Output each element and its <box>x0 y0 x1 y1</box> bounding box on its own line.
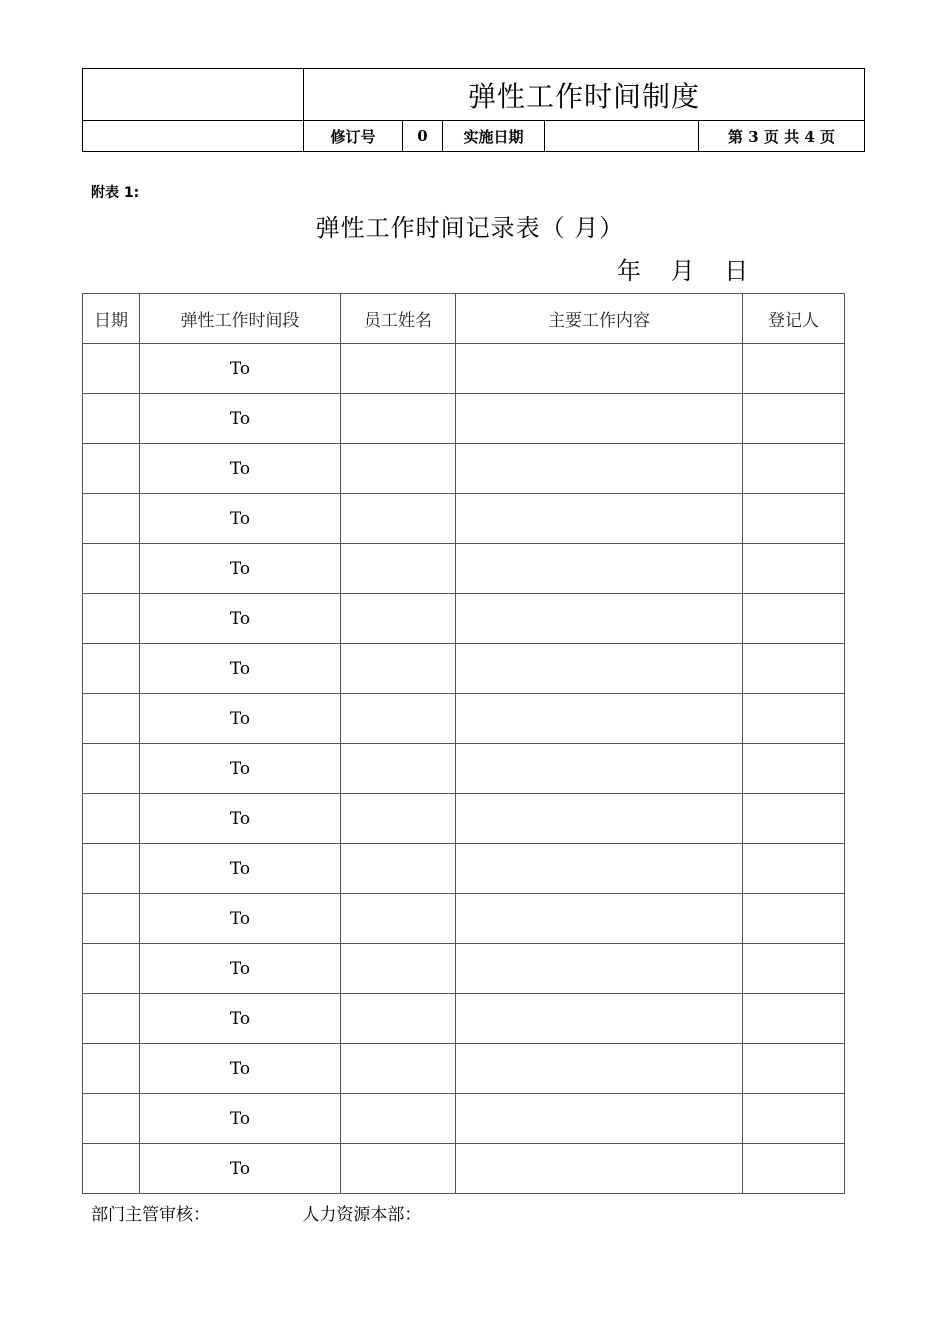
cell-date[interactable] <box>83 694 140 744</box>
table-row <box>83 1144 845 1194</box>
cell-period[interactable]: To <box>140 794 341 844</box>
cell-content[interactable] <box>456 544 743 594</box>
cell-period[interactable]: To <box>140 544 341 594</box>
cell-name[interactable] <box>341 644 456 694</box>
cell-period[interactable]: To <box>140 1044 341 1094</box>
cell-date[interactable] <box>83 744 140 794</box>
cell-content[interactable] <box>456 744 743 794</box>
table-row <box>83 994 845 1044</box>
cell-name[interactable] <box>341 994 456 1044</box>
cell-period[interactable]: To <box>140 694 341 744</box>
col-recorder-header: 登记人 <box>743 294 845 344</box>
table-row <box>83 644 845 694</box>
cell-date[interactable] <box>83 494 140 544</box>
table-row <box>83 544 845 594</box>
cell-content[interactable] <box>456 694 743 744</box>
page-info: 第 3 页 共 4 页 <box>699 121 865 152</box>
cell-content[interactable] <box>456 844 743 894</box>
cell-date[interactable] <box>83 1094 140 1144</box>
cell-period[interactable]: To <box>140 844 341 894</box>
cell-date[interactable] <box>83 544 140 594</box>
appendix-label: 附表 1: <box>91 185 140 201</box>
cell-date[interactable] <box>83 894 140 944</box>
cell-recorder[interactable] <box>743 744 845 794</box>
cell-recorder[interactable] <box>743 1094 845 1144</box>
cell-name[interactable] <box>341 744 456 794</box>
table-row <box>83 1094 845 1144</box>
record-table <box>82 293 845 1194</box>
cell-recorder[interactable] <box>743 494 845 544</box>
table-header-row <box>83 294 845 344</box>
cell-content[interactable] <box>456 644 743 694</box>
cell-recorder[interactable] <box>743 944 845 994</box>
cell-date[interactable] <box>83 594 140 644</box>
cell-content[interactable] <box>456 1044 743 1094</box>
cell-recorder[interactable] <box>743 1044 845 1094</box>
table-row <box>83 1044 845 1094</box>
cell-name[interactable] <box>341 344 456 394</box>
cell-name[interactable] <box>341 544 456 594</box>
cell-recorder[interactable] <box>743 444 845 494</box>
cell-name[interactable] <box>341 1144 456 1194</box>
cell-date[interactable] <box>83 844 140 894</box>
table-row <box>83 344 845 394</box>
cell-content[interactable] <box>456 1094 743 1144</box>
document-title: 弹性工作时间制度 <box>304 69 865 121</box>
table-row <box>83 894 845 944</box>
signature-footer <box>91 1200 421 1225</box>
table-row <box>83 444 845 494</box>
cell-content[interactable] <box>456 594 743 644</box>
cell-period[interactable]: To <box>140 944 341 994</box>
cell-name[interactable] <box>341 1044 456 1094</box>
cell-name[interactable] <box>341 694 456 744</box>
cell-date[interactable] <box>83 1044 140 1094</box>
cell-recorder[interactable] <box>743 344 845 394</box>
cell-date[interactable] <box>83 394 140 444</box>
date-day: 日 <box>724 257 749 285</box>
hr-dept-label: 人力资源本部： <box>302 1205 422 1225</box>
cell-recorder[interactable] <box>743 794 845 844</box>
cell-recorder[interactable] <box>743 894 845 944</box>
cell-name[interactable] <box>341 944 456 994</box>
col-content-header: 主要工作内容 <box>456 294 743 344</box>
cell-date[interactable] <box>83 644 140 694</box>
table-row <box>83 394 845 444</box>
cell-date[interactable] <box>83 794 140 844</box>
cell-recorder[interactable] <box>743 394 845 444</box>
cell-name[interactable] <box>341 594 456 644</box>
table-row <box>83 744 845 794</box>
cell-name[interactable] <box>341 394 456 444</box>
cell-date[interactable] <box>83 444 140 494</box>
effective-date-label: 实施日期 <box>443 121 545 152</box>
dept-review-label: 部门主管审核： <box>91 1205 210 1225</box>
cell-period[interactable]: To <box>140 344 341 394</box>
cell-name[interactable] <box>341 894 456 944</box>
cell-content[interactable] <box>456 344 743 394</box>
logo-cell <box>83 69 304 121</box>
table-row <box>83 494 845 544</box>
cell-recorder[interactable] <box>743 1144 845 1194</box>
cell-period[interactable]: To <box>140 494 341 544</box>
cell-name[interactable] <box>341 494 456 544</box>
cell-period[interactable]: To <box>140 894 341 944</box>
cell-name[interactable] <box>341 844 456 894</box>
revision-label: 修订号 <box>304 121 403 152</box>
cell-date[interactable] <box>83 994 140 1044</box>
cell-recorder[interactable] <box>743 694 845 744</box>
document-header <box>82 68 865 152</box>
table-row <box>83 694 845 744</box>
cell-date[interactable] <box>83 1144 140 1194</box>
cell-name[interactable] <box>341 1094 456 1144</box>
revision-value: 0 <box>403 121 443 152</box>
col-period-header: 弹性工作时间段 <box>140 294 341 344</box>
table-row <box>83 794 845 844</box>
cell-content[interactable] <box>456 394 743 444</box>
cell-period[interactable]: To <box>140 1094 341 1144</box>
table-row <box>83 944 845 994</box>
cell-period[interactable]: To <box>140 994 341 1044</box>
cell-content[interactable] <box>456 444 743 494</box>
table-row <box>83 844 845 894</box>
cell-period[interactable]: To <box>140 444 341 494</box>
cell-period[interactable]: To <box>140 394 341 444</box>
cell-date[interactable] <box>83 944 140 994</box>
cell-date[interactable] <box>83 344 140 394</box>
cell-recorder[interactable] <box>743 844 845 894</box>
cell-content[interactable] <box>456 1144 743 1194</box>
form-title: 弹性工作时间记录表（ 月） <box>315 214 625 242</box>
table-row <box>83 594 845 644</box>
cell-recorder[interactable] <box>743 644 845 694</box>
cell-period[interactable]: To <box>140 1144 341 1194</box>
cell-content[interactable] <box>456 494 743 544</box>
cell-recorder[interactable] <box>743 544 845 594</box>
cell-period[interactable]: To <box>140 594 341 644</box>
form-date <box>617 251 770 286</box>
cell-period[interactable]: To <box>140 744 341 794</box>
cell-content[interactable] <box>456 944 743 994</box>
col-date-header: 日期 <box>83 294 140 344</box>
cell-name[interactable] <box>341 444 456 494</box>
effective-date-value <box>545 121 699 152</box>
cell-content[interactable] <box>456 794 743 844</box>
date-month: 月 <box>670 257 695 285</box>
cell-recorder[interactable] <box>743 994 845 1044</box>
cell-name[interactable] <box>341 794 456 844</box>
cell-content[interactable] <box>456 894 743 944</box>
cell-period[interactable]: To <box>140 644 341 694</box>
date-year: 年 <box>617 257 641 285</box>
header-blank-cell <box>83 121 304 152</box>
cell-recorder[interactable] <box>743 594 845 644</box>
col-name-header: 员工姓名 <box>341 294 456 344</box>
cell-content[interactable] <box>456 994 743 1044</box>
